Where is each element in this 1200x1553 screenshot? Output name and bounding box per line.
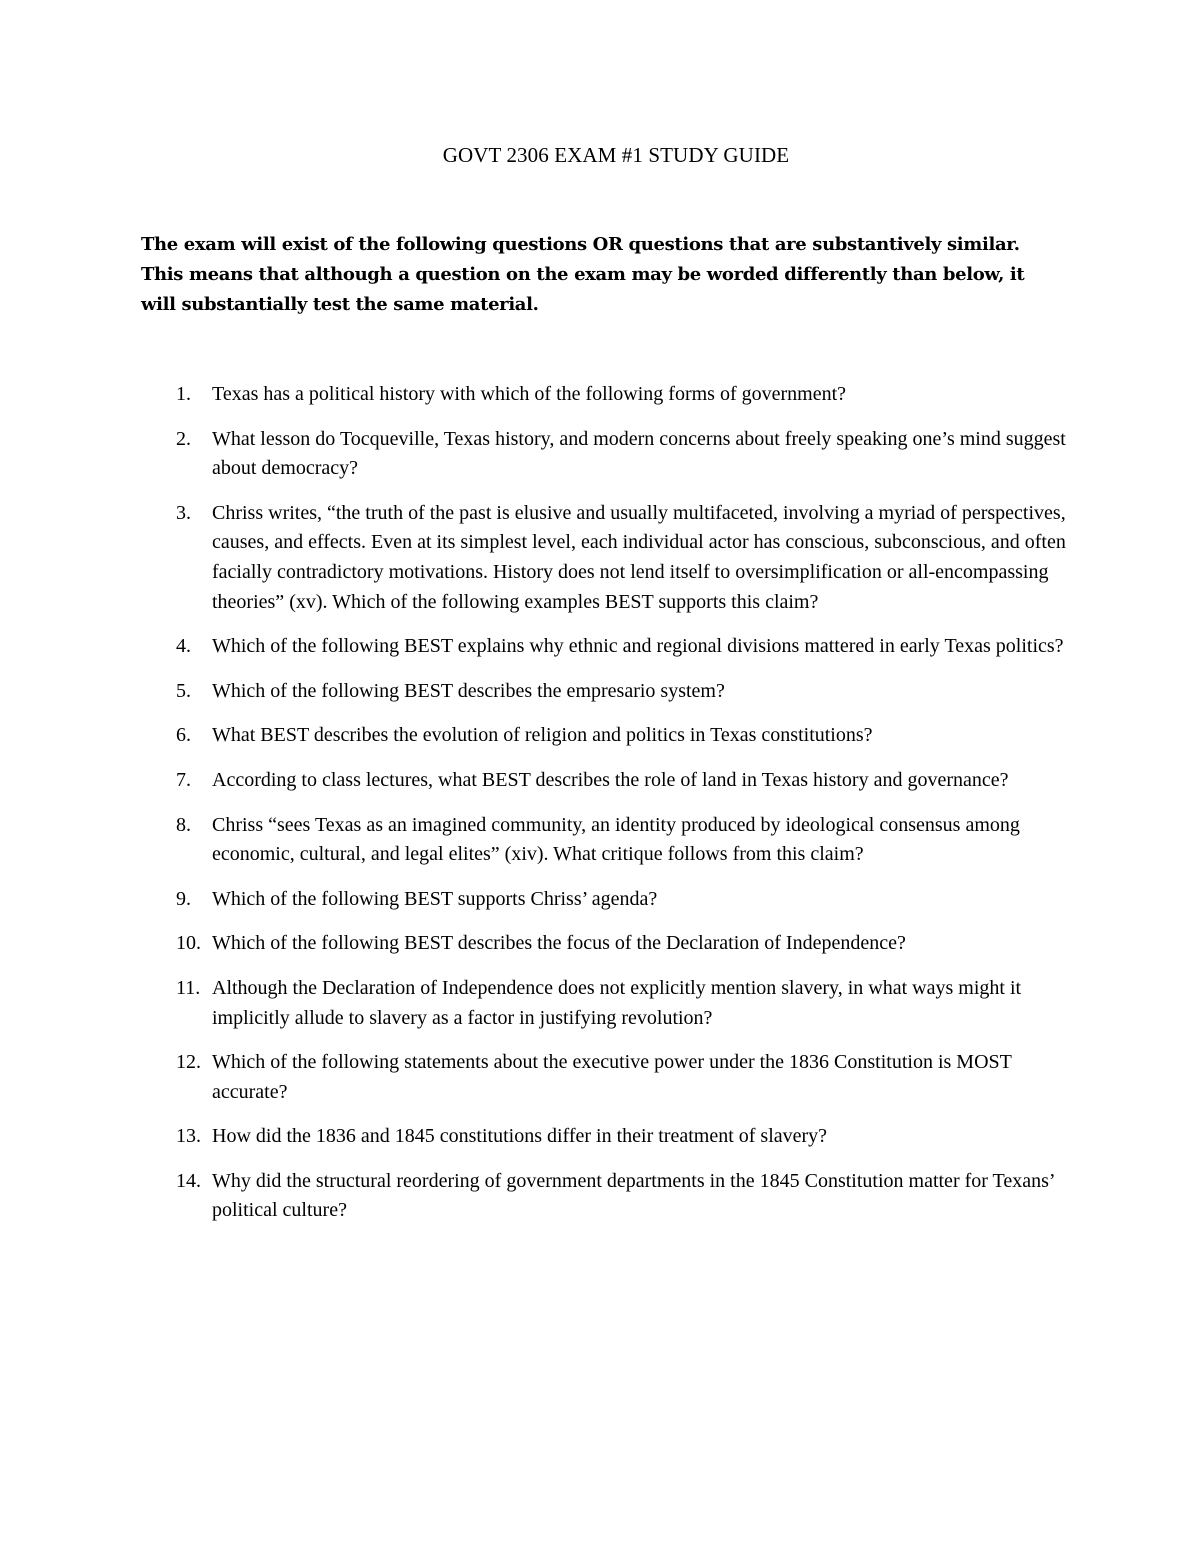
question-text: Which of the following BEST supports Chriss’ agenda?: [212, 887, 658, 910]
question-number: 8.: [176, 813, 191, 836]
question-text: What lesson do Tocqueville, Texas history, and modern concerns about freely speaking one’s mind suggest about democracy?: [212, 427, 1066, 480]
intro-paragraph: The exam will exist of the following questions OR questions that are substantively similar. This means that although a question on the exam may be worded differently than below, it will substantially test the same material.: [141, 234, 1025, 315]
question-item: [0, 1122, 1200, 1152]
question-number: 5.: [176, 679, 191, 702]
question-text: According to class lectures, what BEST describes the role of land in Texas history and governance?: [212, 768, 1009, 791]
question-number: 3.: [176, 501, 191, 524]
question-text: Which of the following BEST describes the focus of the Declaration of Independence?: [212, 932, 906, 955]
question-number: 13.: [176, 1125, 201, 1148]
question-item: [0, 811, 1200, 870]
question-item: [0, 721, 1200, 751]
question-number: 12.: [176, 1051, 201, 1074]
question-item: [0, 974, 1200, 1033]
question-text: Chriss writes, “the truth of the past is elusive and usually multifaceted, involving a myriad of perspectives, causes, and effects. Even at its simplest level, each individual actor has conscious, subconscious, and often facially contradictory motivations. History does not lend itself to oversimplification or all-encompassing theories” (xv). Which of the following examples BEST supports this claim?: [212, 501, 1066, 613]
question-item: [0, 1048, 1200, 1107]
question-number: 4.: [176, 635, 191, 658]
question-item: [0, 766, 1200, 796]
question-number: 6.: [176, 724, 191, 747]
question-item: [0, 499, 1200, 617]
question-item: [0, 1167, 1200, 1226]
question-text: How did the 1836 and 1845 constitutions differ in their treatment of slavery?: [212, 1125, 828, 1148]
question-number: 2.: [176, 427, 191, 450]
question-item: [0, 380, 1200, 410]
question-text: Chriss “sees Texas as an imagined community, an identity produced by ideological consensus among economic, cultural, and legal elites” (xiv). What critique follows from this claim?: [212, 813, 1020, 866]
question-list: [0, 380, 1200, 1241]
question-text: Texas has a political history with which of the following forms of government?: [212, 383, 847, 405]
question-item: [0, 677, 1200, 707]
question-number: 7.: [176, 768, 191, 791]
question-item: [0, 425, 1200, 484]
question-number: 9.: [176, 887, 191, 910]
question-item: [0, 885, 1200, 915]
question-text: Why did the structural reordering of government departments in the 1845 Constitution matter for Texans’ political culture?: [212, 1169, 1055, 1222]
question-text: Which of the following BEST describes the empresario system?: [212, 679, 725, 702]
question-item: [0, 632, 1200, 662]
page-title: GOVT 2306 EXAM #1 STUDY GUIDE: [442, 143, 790, 167]
question-text: What BEST describes the evolution of religion and politics in Texas constitutions?: [212, 724, 873, 747]
question-text: Although the Declaration of Independence does not explicitly mention slavery, in what ways might it implicitly allude to slavery as a factor in justifying revolution?: [212, 976, 1022, 1029]
question-text: Which of the following BEST explains why ethnic and regional divisions mattered in early Texas politics?: [212, 635, 1064, 658]
question-number: 11.: [176, 976, 201, 999]
question-item: [0, 929, 1200, 959]
question-text: Which of the following statements about the executive power under the 1836 Constitution is MOST accurate?: [212, 1051, 1012, 1103]
question-number: 1.: [176, 383, 191, 405]
question-number: 14.: [176, 1169, 201, 1192]
question-number: 10.: [176, 932, 201, 955]
